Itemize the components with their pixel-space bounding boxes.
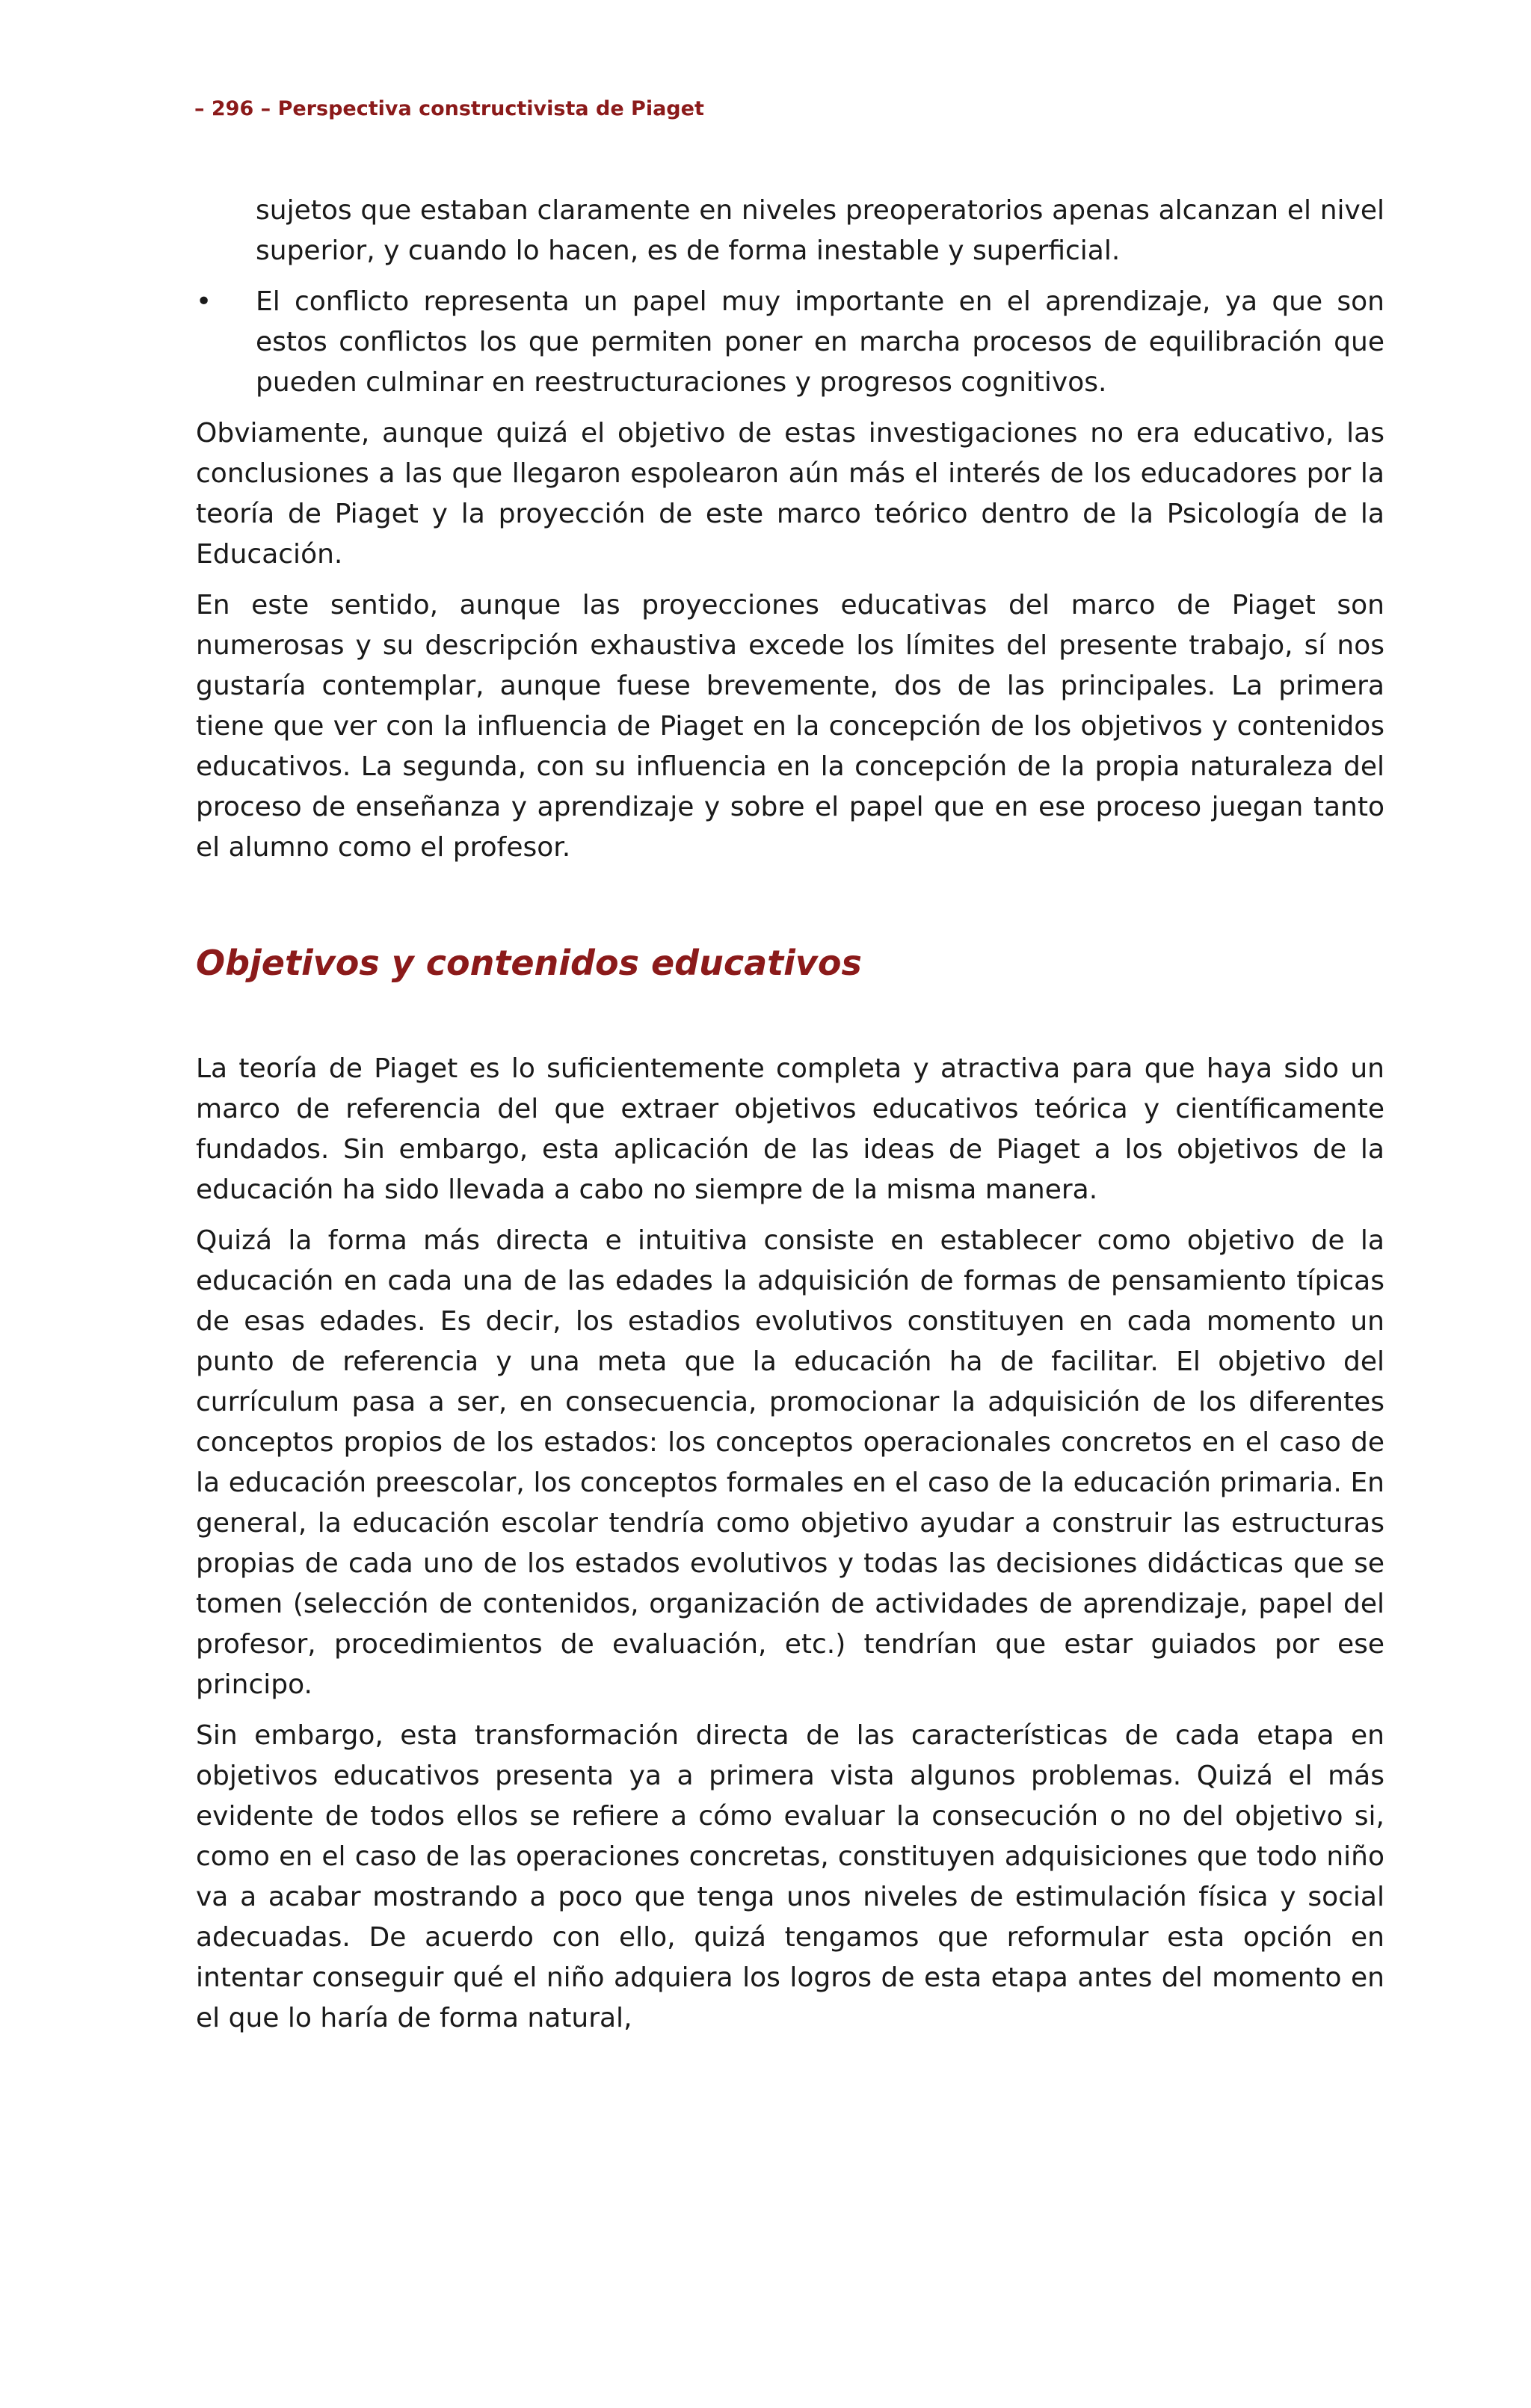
continuation-text: sujetos que estaban claramente en niveles preoperatorios apenas alcanzan el nivel superior, y cuando lo hacen, es de forma inestable y superficial.: [256, 195, 1384, 266]
paragraph: La teoría de Piaget es lo suficientemente completa y atractiva para que haya sido un marco de referencia del que extraer objetivos educativos teórica y científicamente fundados. Sin embargo, esta aplicación de las ideas de Piaget a los objetivos de la educación ha sido llevada a cabo no siempre de la misma manera.: [196, 1053, 1384, 1205]
bullet-text: El conflicto representa un papel muy importante en el aprendizaje, ya que son estos conflictos los que permiten poner en marcha procesos de equilibración que pueden culminar en reestructuraciones y progresos cognitivos.: [256, 286, 1384, 398]
page-number: – 296 –: [194, 97, 271, 120]
paragraph: Sin embargo, esta transformación directa de las características de cada etapa en objetivos educativos presenta ya a primera vista algunos problemas. Quizá el más evidente de todos ellos se refiere a cómo evaluar la consecución o no del objetivo si, como en el caso de las operaciones concretas, constituyen adquisiciones que todo niño va a acabar mostrando a poco que tenga unos niveles de estimulación física y social adecuadas. De acuerdo con ello, quizá tengamos que reformular esta opción en intentar conseguir qué el niño adquiera los logros de esta etapa antes del momento en el que lo haría de forma natural,: [196, 1720, 1384, 2033]
paragraph: En este sentido, aunque las proyecciones educativas del marco de Piaget son numerosas y su descripción exhaustiva excede los límites del presente trabajo, sí nos gustaría contemplar, aunque fuese brevemente, dos de las principales. La primera tiene que ver con la influencia de Piaget en la concepción de los objetivos y contenidos educativos. La segunda, con su influencia en la concepción de la propia naturaleza del proceso de enseñanza y aprendizaje y sobre el papel que en ese proceso juegan tanto el alumno como el profesor.: [196, 590, 1384, 863]
bullet-icon: •: [196, 286, 212, 317]
paragraph: Obviamente, aunque quizá el objetivo de estas investigaciones no era educativo, las conclusiones a las que llegaron espolearon aún más el interés de los educadores por la teoría de Piaget y la proyección de este marco teórico dentro de la Psicología de la Educación.: [196, 418, 1384, 570]
paragraph: Quizá la forma más directa e intuitiva consiste en establecer como objetivo de la educación en cada una de las edades la adquisición de formas de pensamiento típicas de esas edades. Es decir, los estadios evolutivos constituyen en cada momento un punto de referencia y una meta que la educación ha de facilitar. El objetivo del currículum pasa a ser, en consecuencia, promocionar la adquisición de los diferentes conceptos propios de los estados: los conceptos operacionales concretos en el caso de la educación preescolar, los conceptos formales en el caso de la educación primaria. En general, la educación escolar tendría como objetivo ayudar a construir las estructuras propias de cada uno de los estados evolutivos y todas las decisiones didácticas que se tomen (selección de contenidos, organización de actividades de aprendizaje, papel del profesor, procedimientos de evaluación, etc.) tendrían que estar guiados por ese principo.: [196, 1225, 1384, 1700]
section-heading: Objetivos y contenidos educativos: [196, 943, 862, 983]
bullet-item: [196, 282, 1384, 403]
running-title: Perspectiva constructivista de Piaget: [277, 97, 704, 120]
page-body: [196, 191, 1384, 2049]
running-header: [194, 97, 704, 120]
